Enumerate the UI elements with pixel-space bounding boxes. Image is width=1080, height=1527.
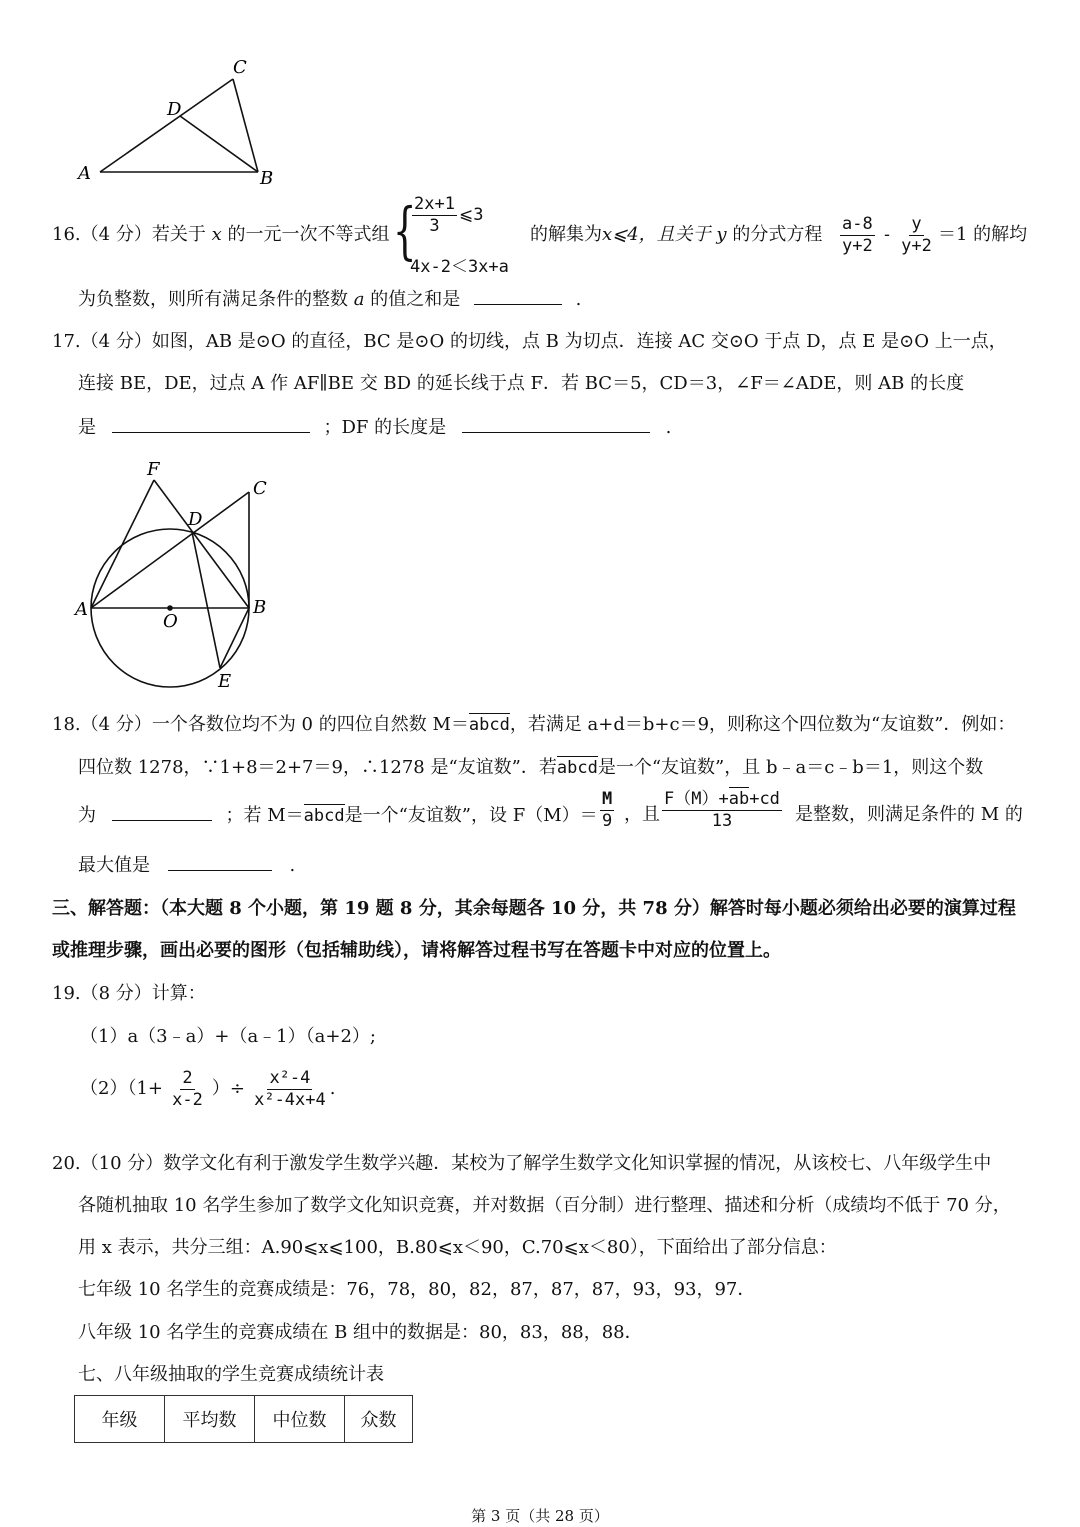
q19-part2 (80, 1068, 335, 1111)
segment-bc (233, 79, 258, 172)
segment-be (220, 608, 249, 668)
q19-frac2-num: x²-4 (269, 1068, 311, 1088)
q16-text: 的解集为 (530, 224, 602, 245)
overline-abcd: abcd (468, 715, 510, 735)
header-mode: 众数 (345, 1396, 413, 1443)
q17-text: 如图，AB 是⊙O 的直径，BC 是⊙O 的切线，点 B 为切点．连接 AC 交⊙O 于点 D，点 E 是⊙O 上一点， (151, 331, 1007, 352)
q19-frac2-den: x²-4x+4 (254, 1090, 326, 1110)
q16-var-y: y (716, 224, 727, 245)
q18-text: 为 (78, 805, 96, 826)
label-a: A (78, 163, 91, 184)
period: . (575, 289, 582, 310)
label-f: F (147, 459, 160, 480)
q18-text: ，若满足 a+d＝b+c＝9，则称这个四位数为“友谊数”．例如： (509, 714, 1016, 735)
segment-af (91, 480, 154, 608)
segment-ac (91, 492, 249, 608)
label-e: E (218, 671, 232, 692)
f2-numerator: y (911, 214, 922, 234)
label-c: C (233, 57, 247, 78)
q16-number: 16. (52, 224, 81, 245)
q17-score: （4 分） (80, 331, 152, 352)
label-b: B (253, 597, 267, 618)
q20-grade8-b-scores: 八年级 10 名学生的竞赛成绩在 B 组中的数据是：80，83，88，88． (78, 1322, 643, 1343)
statistics-table (74, 1395, 413, 1443)
segment-de (192, 532, 220, 668)
minus-sign: - (881, 225, 893, 245)
q17-text: ；DF 的长度是 (323, 417, 447, 438)
answer-blank-number[interactable] (112, 802, 212, 821)
f1-denominator: y+2 (842, 236, 873, 256)
q20-line1: 20.（10 分）数学文化有利于激发学生数学兴趣．某校为了解学生数学文化知识掌握的情况，从该校七、八年级学生中 (52, 1153, 992, 1174)
q18-text: 是整数，则满足条件的 M 的 (795, 804, 1023, 825)
circle-figure (70, 455, 290, 695)
q19-title: 19.（8 分）计算： (52, 983, 206, 1004)
q19-frac1-den: x-2 (172, 1090, 203, 1110)
q16-text: 为负整数，则所有满足条件的整数 (78, 289, 348, 310)
ineq1-denominator: 3 (429, 216, 440, 236)
label-d: D (188, 509, 203, 530)
label-b: B (260, 168, 274, 189)
segment-bd (180, 116, 258, 172)
cond-denominator: 13 (711, 811, 733, 831)
fraction-fm (598, 789, 616, 832)
q18-number: 18. (52, 714, 81, 735)
inequality-1 (410, 194, 483, 237)
q17-text: 连接 BE，DE，过点 A 作 AF∥BE 交 BD 的延长线于点 F．若 BC＝5，CD＝3，∠F＝∠ADE，则 AB 的长度 (78, 373, 965, 394)
q19-frac1-num: 2 (182, 1068, 193, 1088)
q18-text: ；若 M＝ (225, 805, 304, 826)
label-c: C (253, 478, 267, 499)
q16-text: 的分式方程 (732, 224, 823, 245)
header-mean: 平均数 (165, 1396, 255, 1443)
q16-text: 的一元一次不等式组 (227, 224, 390, 245)
q18-text: 四位数 1278，∵1+8＝2+7＝9，∴1278 是“友谊数”．若 (78, 757, 557, 778)
answer-blank-ab[interactable] (112, 414, 310, 433)
period: . (329, 1078, 336, 1099)
label-a: A (75, 599, 88, 620)
fraction-condition (660, 789, 784, 832)
q16-var-x: x (211, 224, 222, 245)
fraction-equation (838, 214, 936, 257)
overline-abcd: abcd (556, 758, 598, 778)
fm-denominator: 9 (602, 811, 613, 831)
table-header-row (75, 1396, 413, 1443)
q19-part1: （1）a（3﹣a）+（a﹣1）（a+2）; (80, 1026, 376, 1047)
section-3-line1: 三、解答题：（本大题 8 个小题，第 19 题 8 分，其余每题各 10 分，共 78 分）解答时每小题必须给出必要的演算过程 (52, 898, 1016, 919)
inequality-2: 4x-2＜3x+a (410, 257, 509, 277)
q17-number: 17. (52, 331, 81, 352)
period: . (665, 417, 672, 438)
label-d: D (167, 99, 182, 120)
ineq1-relation: ⩽3 (458, 205, 484, 225)
q19-part2-text: （2）（1+ (80, 1078, 163, 1099)
q20-grade7-scores: 七年级 10 名学生的竞赛成绩是：76，78，80，82，87，87，87，93，93，97． (78, 1279, 756, 1300)
q18-text: 是一个“友谊数”，设 F（M）＝ (344, 805, 598, 826)
q16-text: ＝1 的解均 (938, 224, 1028, 245)
q18-text: 一个各数位均不为 0 的四位自然数 M＝ (151, 714, 469, 735)
cond-num-a: F（M）+ (664, 789, 729, 809)
q18-score: （4 分） (80, 714, 152, 735)
answer-blank-max[interactable] (168, 852, 272, 871)
label-o: O (163, 611, 178, 632)
table-title: 七、八年级抽取的学生竞赛成绩统计表 (78, 1364, 384, 1385)
header-median: 中位数 (255, 1396, 345, 1443)
answer-blank-df[interactable] (462, 414, 650, 433)
q19-part2-text: ）÷ (211, 1078, 245, 1099)
section-3-line2: 或推理步骤，画出必要的图形（包括辅助线），请将解答过程书写在答题卡中对应的位置上。 (52, 940, 781, 961)
q18-text: ，且 (624, 804, 660, 825)
q18-text: 是一个“友谊数”，且 b﹣a＝c﹣b＝1，则这个数 (597, 757, 984, 778)
segment-ac (100, 79, 233, 172)
f1-numerator: a-8 (842, 214, 873, 234)
cond-num-b: +cd (749, 789, 780, 809)
answer-blank[interactable] (474, 286, 562, 305)
q16-score: （4 分） (80, 224, 152, 245)
header-grade: 年级 (75, 1396, 165, 1443)
q16-text: 的值之和是 (370, 289, 461, 310)
triangle-figure (70, 55, 290, 190)
system-brace: { (392, 194, 417, 267)
segment-fb (154, 480, 249, 608)
ineq1-numerator: 2x+1 (414, 194, 455, 214)
overline-abcd: abcd (303, 806, 345, 826)
f2-denominator: y+2 (901, 236, 932, 256)
page-footer: 第 3 页（共 28 页） (471, 1507, 609, 1525)
q20-line2: 各随机抽取 10 名学生参加了数学文化知识竞赛，并对数据（百分制）进行整理、描述和分析（成绩均不低于 70 分， (78, 1195, 1011, 1216)
overline-ab: ab (728, 789, 750, 809)
fm-numerator: M (602, 789, 613, 809)
q20-line3: 用 x 表示，共分三组：A.90⩽x⩽100，B.80⩽x＜90，C.70⩽x＜80），下面给出了部分信息： (78, 1237, 837, 1258)
q16-solution: x⩽4，且关于 (602, 224, 711, 245)
center-dot (167, 605, 173, 611)
q16-text: 若关于 (151, 224, 206, 245)
q17-text: 是 (78, 417, 96, 438)
period: . (289, 855, 296, 876)
q16-var-a: a (353, 289, 365, 310)
q18-text: 最大值是 (78, 855, 150, 876)
